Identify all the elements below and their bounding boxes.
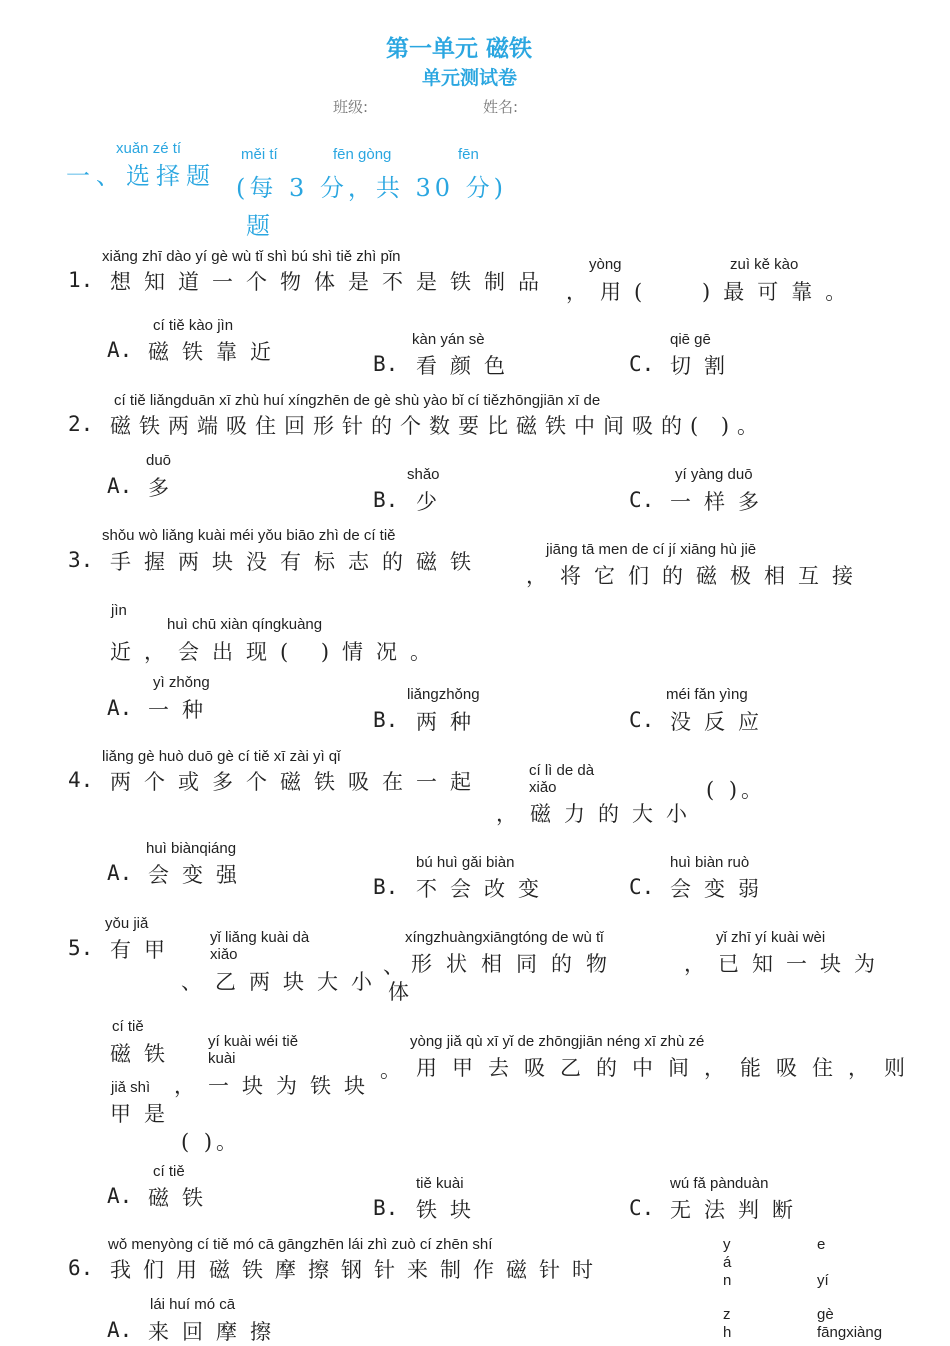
q1-option-a-text[interactable]: 磁铁靠近 bbox=[148, 340, 284, 364]
q5-mid-pinyin-b: xiǎo bbox=[210, 946, 238, 963]
q3-option-b-text[interactable]: 两种 bbox=[416, 710, 484, 734]
q5-line2-pinyin-d: yòng jiǎ qù xī yǐ de zhōngjiān néng xī zhù zé bbox=[410, 1033, 705, 1050]
q6-side-a2-1: h bbox=[723, 1324, 732, 1341]
q5-stem-pinyin: yǒu jiǎ bbox=[105, 915, 149, 932]
q2-stem: 磁铁两端吸住回形针的个数要比磁铁中间吸的( )。 bbox=[110, 414, 767, 438]
q5-option-b-pinyin: tiě kuài bbox=[416, 1175, 464, 1192]
q1-option-c-label[interactable]: C. bbox=[629, 352, 655, 376]
points-pinyin-3: fēn bbox=[458, 146, 479, 163]
q5-line3: 甲是 bbox=[110, 1102, 178, 1126]
q5-mid: 、乙两块大小 bbox=[181, 970, 385, 994]
q2-option-a-text[interactable]: 多 bbox=[148, 476, 182, 500]
q4-option-c-label[interactable]: C. bbox=[629, 875, 655, 899]
q6-side-a-2: n bbox=[723, 1272, 732, 1289]
q3-number: 3. bbox=[68, 548, 94, 572]
q2-option-a-label[interactable]: A. bbox=[107, 474, 133, 498]
section-pinyin: xuǎn zé tí bbox=[116, 140, 182, 157]
q6-side-a-1: á bbox=[723, 1254, 732, 1271]
q5-tail-pinyin-2: yǐ zhī yí kuài wèi bbox=[716, 929, 826, 946]
q1-option-b-label[interactable]: B. bbox=[373, 352, 399, 376]
points-pinyin-1: měi tí bbox=[241, 146, 278, 163]
section-title: 一、选择题 bbox=[66, 162, 216, 190]
q6-side-b-4: gè bbox=[817, 1306, 834, 1323]
q5-number: 5. bbox=[68, 936, 94, 960]
q6-option-a-label[interactable]: A. bbox=[107, 1318, 133, 1342]
q1-option-c-pinyin: qiē gē bbox=[670, 331, 711, 348]
q5-line2-pinyin-c: kuài bbox=[208, 1050, 236, 1067]
q5-tail-pinyin: xíngzhuàngxiāngtóng de wù tǐ bbox=[405, 929, 604, 946]
q1-number: 1. bbox=[68, 268, 94, 292]
q4-option-c-text[interactable]: 会变弱 bbox=[670, 877, 772, 901]
q5-stem: 有甲 bbox=[110, 938, 178, 962]
q6-side-b-5: fāngxiàng bbox=[817, 1324, 883, 1341]
q4-option-b-text[interactable]: 不会改变 bbox=[416, 877, 552, 901]
q5-mid-pinyin: yǐ liǎng kuài dà bbox=[210, 929, 310, 946]
q4-tail-2: ( )。 bbox=[706, 778, 767, 802]
q6-option-a-text[interactable]: 来回摩擦 bbox=[148, 1320, 284, 1344]
q6-side-a2-0: z bbox=[723, 1306, 731, 1323]
q2-option-a-pinyin: duō bbox=[146, 452, 172, 469]
q5-option-a-text[interactable]: 磁铁 bbox=[148, 1186, 216, 1210]
page-subtitle: 单元测试卷 bbox=[422, 67, 518, 89]
q3-option-a-label[interactable]: A. bbox=[107, 696, 133, 720]
q5-option-c-pinyin: wú fǎ pànduàn bbox=[670, 1175, 769, 1192]
q1-option-a-pinyin: cí tiě kào jìn bbox=[153, 317, 234, 334]
q1-stem: 想知道一个物体是不是铁制品 bbox=[110, 270, 552, 294]
q1-option-b-pinyin: kàn yán sè bbox=[412, 331, 485, 348]
q5-mid-char: 体 bbox=[388, 980, 422, 1004]
q4-number: 4. bbox=[68, 768, 94, 792]
q4-option-b-pinyin: bú huì gǎi biàn bbox=[416, 854, 515, 871]
q1-tail-pinyin-2: zuì kě kào bbox=[730, 256, 799, 273]
q3-stem-pinyin: shǒu wò liǎng kuài méi yǒu biāo zhì de cí tiě bbox=[102, 527, 396, 544]
points-text: (每 3 分，共 30 分) bbox=[236, 174, 508, 202]
q5-mid-comma: 、 bbox=[383, 954, 417, 978]
q1-option-b-text[interactable]: 看颜色 bbox=[416, 354, 518, 378]
q5-line4: ( )。 bbox=[181, 1130, 242, 1154]
q4-tail: ，磁力的大小 bbox=[496, 802, 700, 826]
q4-option-a-label[interactable]: A. bbox=[107, 861, 133, 885]
q3-line2: 近，会出现( )情况。 bbox=[110, 640, 445, 664]
q5-tail: 形状相同的物 bbox=[411, 952, 621, 976]
q5-line2-b: ，一块为铁块 bbox=[174, 1074, 378, 1098]
q1-option-a-label[interactable]: A. bbox=[107, 338, 133, 362]
q5-line3-pinyin: jiǎ shì bbox=[111, 1079, 151, 1096]
q6-stem-pinyin: wǒ menyòng cí tiě mó cā gāngzhēn lái zhì zuò cí zhēn shí bbox=[108, 1236, 493, 1253]
q4-tail-pinyin-b: xiǎo bbox=[529, 779, 557, 796]
points-tail: 题 bbox=[246, 212, 276, 240]
q3-option-a-text[interactable]: 一种 bbox=[148, 698, 216, 722]
q6-option-a-pinyin: lái huí mó cā bbox=[150, 1296, 236, 1313]
q2-number: 2. bbox=[68, 412, 94, 436]
q3-tail-pinyin: jiāng tā men de cí jí xiāng hù jiē bbox=[546, 541, 757, 558]
q3-option-b-pinyin: liǎngzhǒng bbox=[407, 686, 480, 703]
q5-line2-dot: 。 bbox=[380, 1058, 414, 1082]
q4-option-a-pinyin: huì biànqiáng bbox=[146, 840, 237, 857]
q5-option-a-label[interactable]: A. bbox=[107, 1184, 133, 1208]
q3-option-c-pinyin: méi fǎn yìng bbox=[666, 686, 748, 703]
page-title: 第一单元 磁铁 bbox=[386, 36, 533, 62]
q4-stem: 两个或多个磁铁吸在一起 bbox=[110, 770, 484, 794]
q2-option-c-pinyin: yí yàng duō bbox=[675, 466, 753, 483]
q5-option-b-text[interactable]: 铁块 bbox=[416, 1198, 484, 1222]
q2-option-b-label[interactable]: B. bbox=[373, 488, 399, 512]
q5-option-c-label[interactable]: C. bbox=[629, 1196, 655, 1220]
name-label: 姓名: bbox=[483, 98, 519, 116]
q3-option-c-label[interactable]: C. bbox=[629, 708, 655, 732]
q5-line2-d: 用甲去吸乙的中间，能吸住，则 bbox=[416, 1056, 920, 1080]
q4-option-b-label[interactable]: B. bbox=[373, 875, 399, 899]
q1-tail-1: ，用( bbox=[566, 280, 656, 304]
q6-side-a-0: y bbox=[723, 1236, 731, 1253]
q3-option-c-text[interactable]: 没反应 bbox=[670, 710, 772, 734]
q2-option-b-pinyin: shǎo bbox=[407, 466, 440, 483]
q5-option-b-label[interactable]: B. bbox=[373, 1196, 399, 1220]
q1-tail-2: )最可靠。 bbox=[702, 280, 860, 304]
q3-tail: ，将它们的磁极相互接 bbox=[526, 564, 866, 588]
q4-tail-pinyin: cí lì de dà bbox=[529, 762, 595, 779]
q3-line2-pinyin-b: huì chū xiàn qíngkuàng bbox=[167, 616, 323, 633]
q4-option-a-text[interactable]: 会变强 bbox=[148, 863, 250, 887]
q2-stem-pinyin: cí tiě liǎngduān xī zhù huí xíngzhēn de gè shù yào bǐ cí tiězhōngjiān xī de bbox=[114, 392, 601, 409]
q4-option-c-pinyin: huì biàn ruò bbox=[670, 854, 750, 871]
q5-option-c-text[interactable]: 无法判断 bbox=[670, 1198, 806, 1222]
q2-option-b-text[interactable]: 少 bbox=[416, 490, 450, 514]
q2-option-c-label[interactable]: C. bbox=[629, 488, 655, 512]
q6-side-b-2: yí bbox=[817, 1272, 829, 1289]
points-pinyin-2: fēn gòng bbox=[333, 146, 392, 163]
q3-line2-pinyin: jìn bbox=[111, 602, 127, 619]
q6-stem: 我们用磁铁摩擦钢针来制作磁针时 bbox=[110, 1258, 605, 1282]
q1-tail-pinyin-1: yòng bbox=[589, 256, 622, 273]
q5-option-a-pinyin: cí tiě bbox=[153, 1163, 185, 1180]
q4-stem-pinyin: liǎng gè huò duō gè cí tiě xī zài yì qǐ bbox=[102, 748, 341, 765]
q2-option-c-text[interactable]: 一样多 bbox=[670, 490, 772, 514]
q5-line2-pinyin-b: yí kuài wéi tiě bbox=[208, 1033, 299, 1050]
q1-option-c-text[interactable]: 切割 bbox=[670, 354, 738, 378]
q3-option-a-pinyin: yì zhǒng bbox=[153, 674, 210, 691]
q6-number: 6. bbox=[68, 1256, 94, 1280]
q6-side-b-0: e bbox=[817, 1236, 826, 1253]
q1-stem-pinyin: xiǎng zhī dào yí gè wù tǐ shì bú shì tiě zhì pǐn bbox=[102, 248, 401, 265]
q5-tail-2: ，已知一块为 bbox=[684, 952, 888, 976]
q3-stem: 手握两块没有标志的磁铁 bbox=[110, 550, 484, 574]
class-label: 班级: bbox=[333, 98, 369, 116]
q3-option-b-label[interactable]: B. bbox=[373, 708, 399, 732]
q5-line2: 磁铁 bbox=[110, 1042, 178, 1066]
q5-line2-pinyin: cí tiě bbox=[112, 1018, 144, 1035]
